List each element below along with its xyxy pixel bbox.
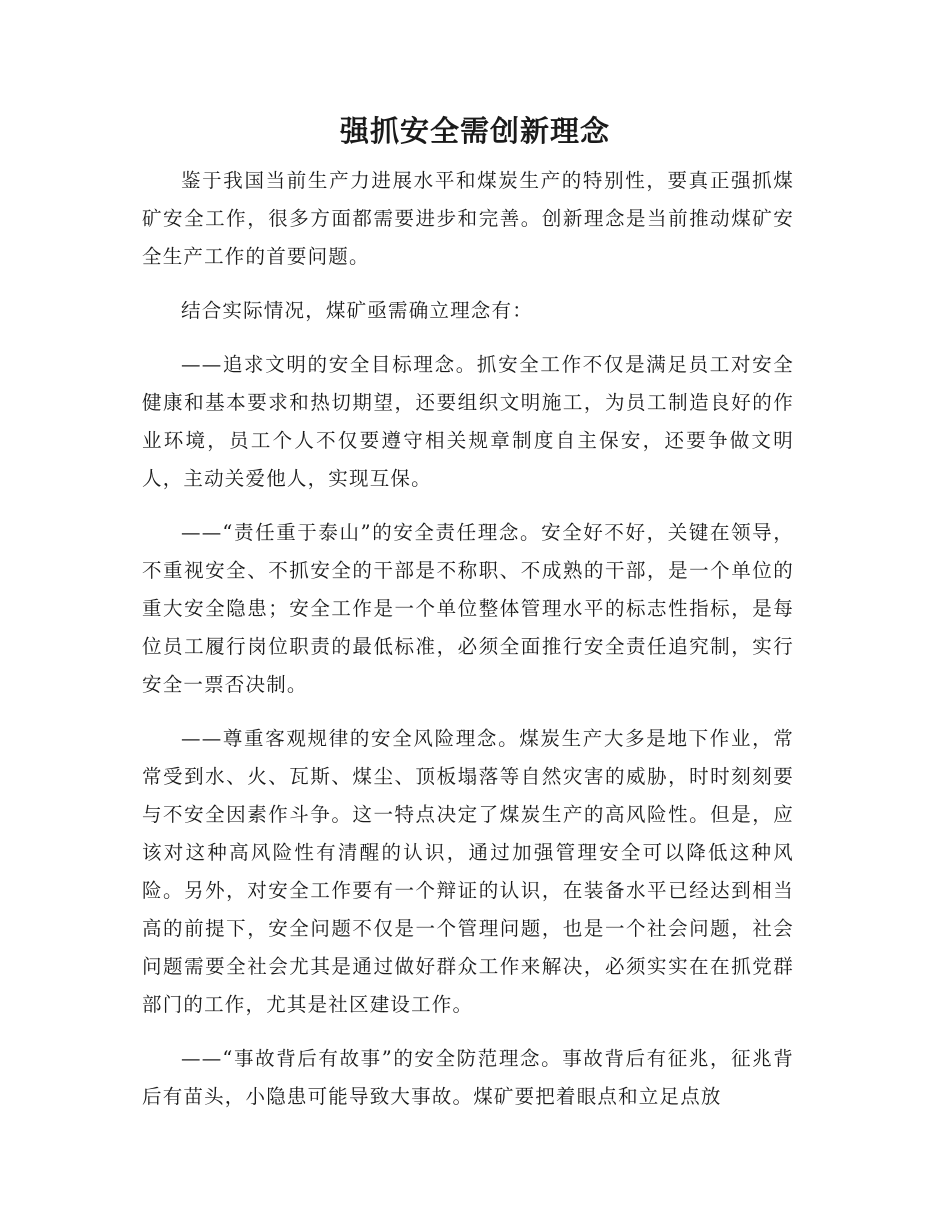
document-body	[142, 162, 794, 1132]
paragraph-risk: ——尊重客观规律的安全风险理念。煤炭生产大多是地下作业，常常受到水、火、瓦斯、煤尘、顶板塌落等自然灾害的威胁，时时刻刻要与不安全因素作斗争。这一特点决定了煤炭生产的高风险性。但是，应该对这种高风险性有清醒的认识，通过加强管理安全可以降低这种风险。另外，对安全工作要有一个辩证的认识，在装备水平已经达到相当高的前提下，安全问题不仅是一个管理问题，也是一个社会问题，社会问题需要全社会尤其是通过做好群众工作来解决，必须实实在在抓党群部门的工作，尤其是社区建设工作。	[142, 727, 794, 1016]
paragraph-responsibility: ——“责任重于泰山”的安全责任理念。安全好不好，关键在领导，不重视安全、不抓安全的干部是不称职、不成熟的干部，是一个单位的重大安全隐患；安全工作是一个单位整体管理水平的标志性指标，是每位员工履行岗位职责的最低标准，必须全面推行安全责任追究制，实行安全一票否决制。	[142, 521, 794, 696]
paragraph-prevention: ——“事故背后有故事”的安全防范理念。事故背后有征兆，征兆背后有苗头，小隐患可能导致大事故。煤矿要把着眼点和立足点放	[142, 1047, 794, 1108]
paragraph-lead-in: 结合实际情况，煤矿亟需确立理念有：	[181, 299, 533, 322]
document-title: 强抓安全需创新理念	[339, 114, 610, 148]
paragraph-civilized-safety: ——追求文明的安全目标理念。抓安全工作不仅是满足员工对安全健康和基本要求和热切期望，还要组织文明施工，为员工制造良好的作业环境，员工个人不仅要遵守相关规章制度自主保安，还要争做文明人，主动关爱他人，实现互保。	[142, 353, 794, 490]
paragraph-intro: 鉴于我国当前生产力进展水平和煤炭生产的特别性，要真正强抓煤矿安全工作，很多方面都需要进步和完善。创新理念是当前推动煤矿安全生产工作的首要问题。	[142, 169, 794, 268]
